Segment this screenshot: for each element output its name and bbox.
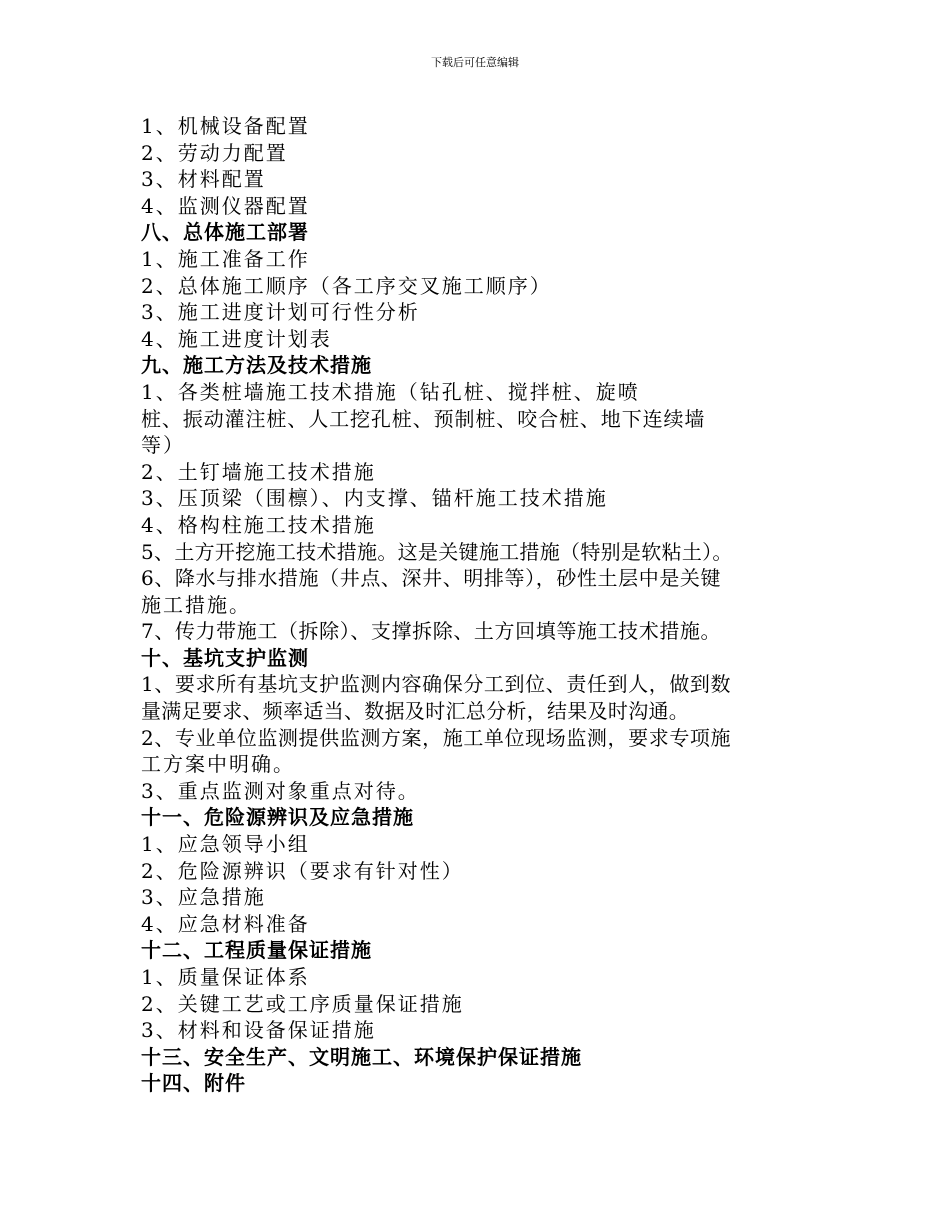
list-item: 1、质量保证体系	[141, 965, 310, 989]
list-item: 3、施工进度计划可行性分析	[141, 300, 420, 325]
page-header: 下载后可任意编辑	[431, 56, 519, 69]
list-item: 1、要求所有基坑支护监测内容确保分工到位、责任到人，做到数	[141, 672, 732, 697]
section-heading: 十一、危险源辨识及应急措施	[141, 805, 414, 830]
list-item: 2、关键工艺或工序质量保证措施	[141, 991, 464, 1016]
list-item: 1、应急领导小组	[141, 832, 310, 857]
list-item: 1、施工准备工作	[141, 246, 310, 271]
list-item: 1、各类桩墙施工技术措施（钻孔桩、搅拌桩、旋喷	[141, 379, 640, 404]
list-item: 3、重点监测对象重点对待。	[141, 778, 420, 803]
section-heading: 九、施工方法及技术措施	[141, 353, 372, 378]
list-item: 4、应急材料准备	[141, 911, 310, 936]
list-item: 5、土方开挖施工技术措施。这是关键施工措施（特别是软粘土）。	[141, 539, 733, 564]
section-heading: 十、基坑支护监测	[141, 645, 309, 670]
list-item: 2、总体施工顺序（各工序交叉施工顺序）	[141, 273, 552, 298]
list-item: 3、压顶梁（围檩）、内支撑、锚杆施工技术措施	[141, 486, 608, 511]
section-heading: 十二、工程质量保证措施	[141, 938, 372, 963]
list-item: 6、降水与排水措施（井点、深井、明排等），砂性土层中是关键	[141, 566, 722, 591]
list-item: 4、格构柱施工技术措施	[141, 512, 376, 537]
list-item: 1、机械设备配置	[141, 114, 310, 138]
section-heading: 八、总体施工部署	[141, 220, 309, 245]
document-body	[141, 113, 821, 1097]
list-item: 7、传力带施工（拆除）、支撑拆除、土方回填等施工技术措施。	[141, 619, 722, 644]
section-heading: 十四、附件	[141, 1071, 246, 1096]
list-item: 量满足要求、频率适当、数据及时汇总分析，结果及时沟通。	[141, 699, 690, 724]
list-item: 4、施工进度计划表	[141, 326, 332, 351]
list-item: 3、材料配置	[141, 167, 266, 192]
list-item: 2、专业单位监测提供监测方案，施工单位现场监测，要求专项施	[141, 725, 732, 750]
list-item: 桩、振动灌注桩、人工挖孔桩、预制桩、咬合桩、地下连续墙	[141, 406, 706, 431]
list-item: 工方案中明确。	[141, 752, 295, 777]
list-item: 施工措施。	[141, 592, 251, 617]
list-item: 等）	[141, 433, 185, 458]
list-item: 3、材料和设备保证措施	[141, 1018, 376, 1043]
section-heading: 十三、安全生产、文明施工、环境保护保证措施	[141, 1044, 582, 1069]
list-item: 2、土钉墙施工技术措施	[141, 459, 376, 484]
list-item: 2、劳动力配置	[141, 140, 288, 165]
list-item: 3、应急措施	[141, 885, 266, 910]
list-item: 4、监测仪器配置	[141, 193, 310, 218]
list-item: 2、危险源辨识（要求有针对性）	[141, 858, 464, 883]
